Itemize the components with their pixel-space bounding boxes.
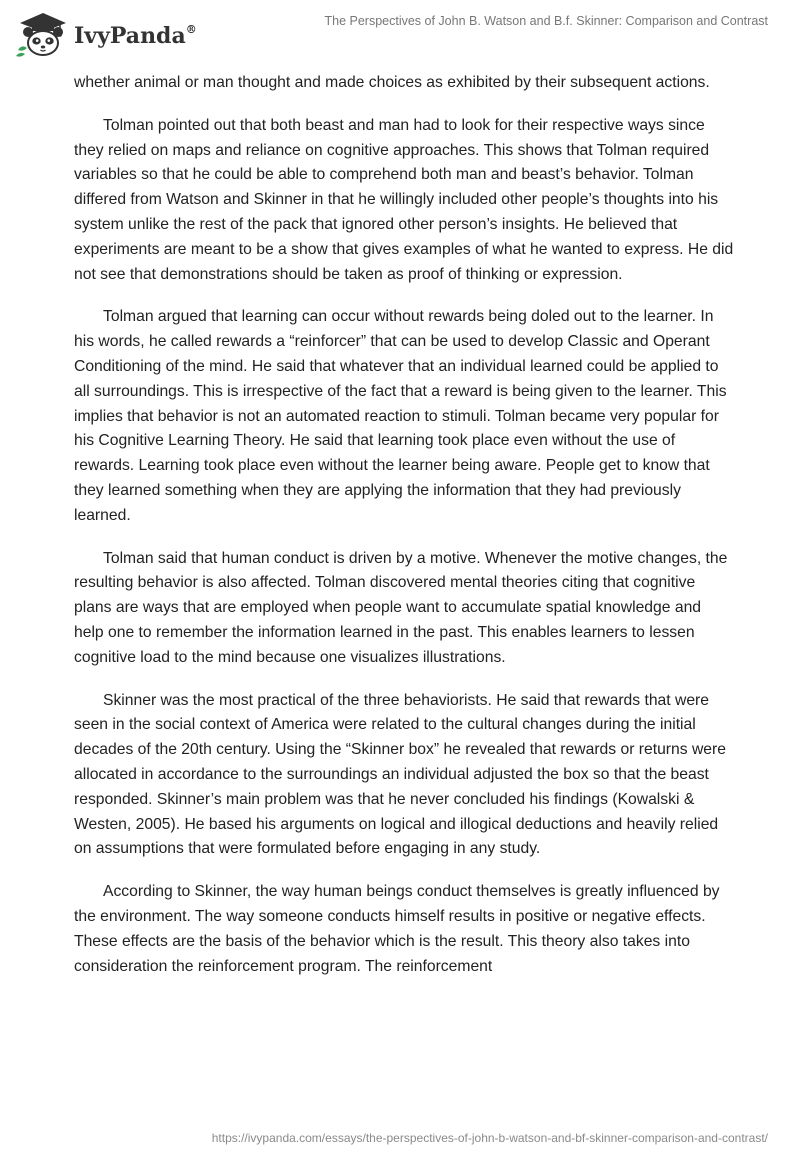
paragraph: Skinner was the most practical of the three behaviorists. He said that rewards that were seen in the social context of America were related to the cultural changes during the initial decades of the 20th century. Using the “Skinner box” he revealed that rewards or returns were allocated in accordance to the surroundings an individual adjusted the box so that the beast responded. Skinner’s main problem was that he never concluded his findings (Kowalski & Westen, 2005). He based his arguments on logical and illogical deductions and heavily relied on assumptions that were formulated before engaging in any study. <box>74 691 726 858</box>
paragraph-continued: whether animal or man thought and made choices as exhibited by their subsequent actions. <box>74 74 710 91</box>
registered-mark: ® <box>185 22 197 36</box>
page-header <box>0 0 800 70</box>
paragraph: According to Skinner, the way human beings conduct themselves is greatly influenced by the environment. The way someone conducts himself results in positive or negative effects. These effects are the basis of the behavior which is the result. This theory also takes into consideration the reinforcement program. The reinforcement <box>74 883 720 975</box>
panda-graduation-cap-icon <box>14 10 72 58</box>
paragraph: Tolman argued that learning can occur without rewards being doled out to the learner. In his words, he called rewards a “reinforcer” that can be used to develop Classic and Operant Conditioning of the mind. He said that whatever that an individual learned could be applied to all surroundings. This is irrespective of the fact that a reward is being given to the learner. This implies that behavior is not an automated reaction to stimuli. Tolman became very popular for his Cognitive Learning Theory. He said that learning took place even without the use of rewards. Learning took place even without the learner being aware. People get to know that they learned something when they are applying the information that they had previously learned. <box>74 308 727 524</box>
document-title: The Perspectives of John B. Watson and B.f. Skinner: Comparison and Contrast <box>324 14 768 28</box>
ivypanda-logo[interactable] <box>14 10 197 58</box>
essay-body <box>74 71 734 997</box>
brand-name: IvyPanda® <box>74 22 197 49</box>
source-url-link[interactable]: https://ivypanda.com/essays/the-perspectives-of-john-b-watson-and-bf-skinner-comparison-and-contrast/ <box>211 1131 768 1145</box>
paragraph: Tolman pointed out that both beast and man had to look for their respective ways since they relied on maps and reliance on cognitive approaches. This shows that Tolman required variables so that he could be able to comprehend both man and beast’s behavior. Tolman differed from Watson and Skinner in that he willingly included other people’s thoughts into his system unlike the rest of the pack that ignored other person’s insights. He believed that experiments are meant to be a show that gives examples of what he wanted to express. He did not see that demonstrations should be taken as proof of thinking or expression. <box>74 116 734 283</box>
paragraph: Tolman said that human conduct is driven by a motive. Whenever the motive changes, the resulting behavior is also affected. Tolman discovered mental theories citing that cognitive plans are ways that are employed when people want to accumulate spatial knowledge and help one to remember the information learned in the past. This enables learners to lessen cognitive load to the mind because one visualizes illustrations. <box>74 549 728 666</box>
